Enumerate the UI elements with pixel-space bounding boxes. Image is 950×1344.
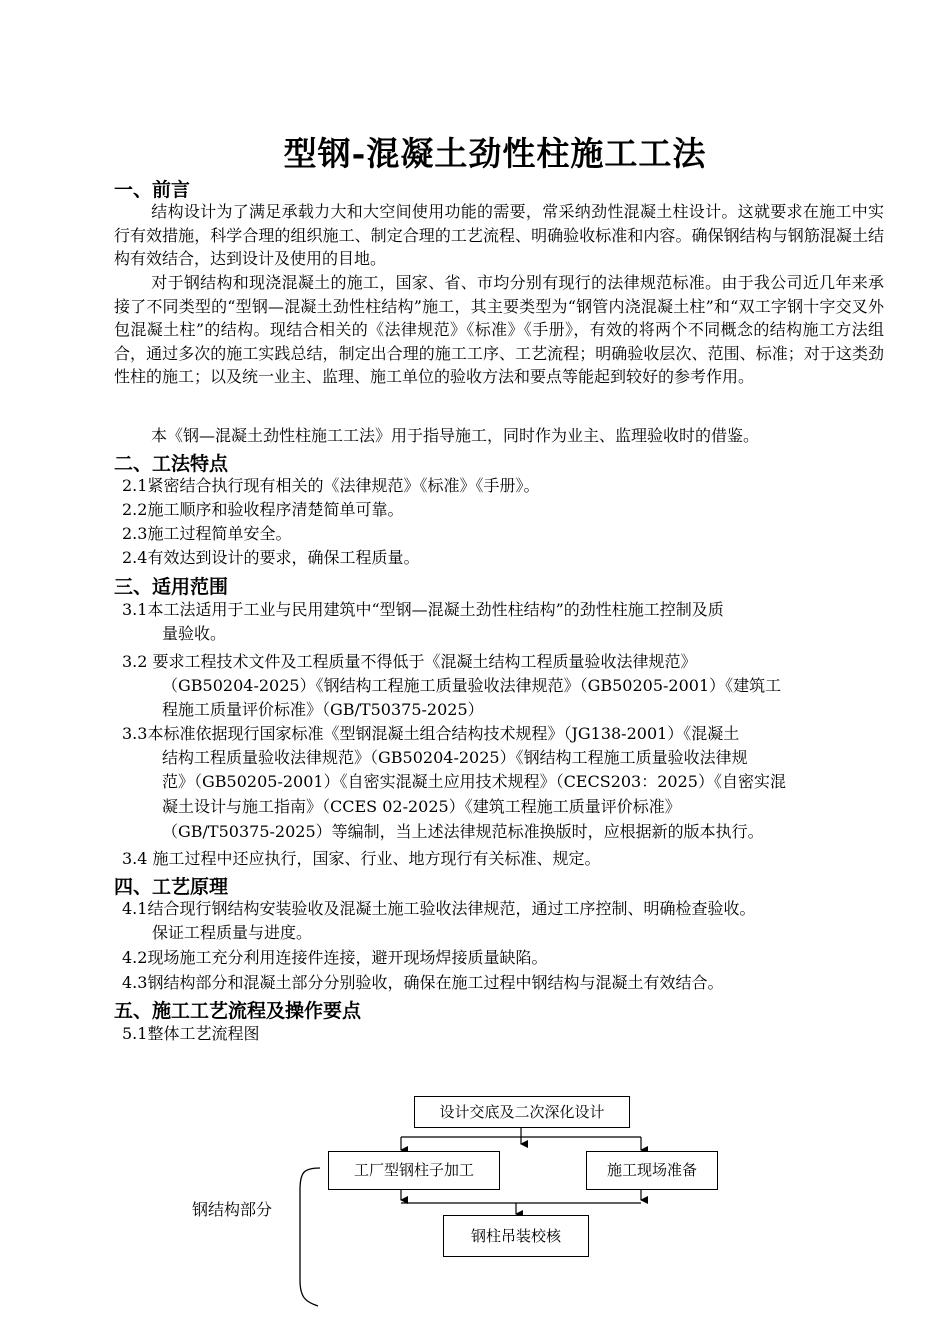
list-item-2-4: 2.4有效达到设计的要求，确保工程质量。 xyxy=(122,548,420,567)
list-item-5-1: 5.1整体工艺流程图 xyxy=(122,1024,260,1043)
list-item-4-2: 4.2现场施工充分利用连接件连接，避开现场焊接质量缺陷。 xyxy=(122,948,548,967)
list-item-3-2-line-2: （GB50204-2025）《钢结构工程施工质量验收法律规范》（GB50205-2001）《建筑工 xyxy=(162,676,782,695)
list-item-3-3-line-5: （GB/T50375-2025）等编制，当上述法律规范标准换版时，应根据新的版本执行。 xyxy=(162,822,764,841)
flow-box-design-briefing: 设计交底及二次深化设计 xyxy=(414,1096,630,1128)
list-item-2-2: 2.2施工顺序和验收程序清楚简单可靠。 xyxy=(122,500,404,519)
list-item-4-1-line-1: 4.1结合现行钢结构安装验收及混凝土施工验收法律规范，通过工序控制、明确检查验收。 xyxy=(122,899,756,918)
list-item-3-2-line-3: 程施工质量评价标准》（GB/T50375-2025） xyxy=(162,700,484,719)
section-heading-5: 五、施工工艺流程及操作要点 xyxy=(114,1000,362,1022)
list-item-4-3: 4.3钢结构部分和混凝土部分分别验收，确保在施工过程中钢结构与混凝土有效结合。 xyxy=(122,973,724,992)
paragraph-3-text: 本《钢—混凝土劲性柱施工工法》用于指导施工，同时作为业主、监理验收时的借鉴。 xyxy=(151,426,760,445)
flow-box-steel-column-hoisting-check: 钢柱吊装校核 xyxy=(443,1215,589,1257)
list-item-2-3: 2.3施工过程简单安全。 xyxy=(122,524,292,543)
list-item-4-1-line-2: 保证工程质量与进度。 xyxy=(152,923,313,942)
section-heading-2: 二、工法特点 xyxy=(114,453,229,475)
list-item-3-1-line-1: 3.1本工法适用于工业与民用建筑中“型钢—混凝土劲性柱结构”的劲性柱施工控制及质 xyxy=(122,600,724,619)
paragraph-2-text: 对于钢结构和现浇混凝土的施工，国家、省、市均分别有现行的法律规范标准。由于我公司近几年来承接了不同类型的“型钢—混凝土劲性柱结构”施工，其主要类型为“钢管内浇混凝土柱”和“双工字钢十字交叉外包混凝土柱”的结构。现结合相关的《法律规范》《标准》《手册》，有效的将两个不同概念的结构施工方法组合，通过多次的施工实践总结，制定出合理的施工工序、工艺流程；明确验收层次、范围、标准；对于这类劲性柱的施工；以及统一业主、监理、施工单位的验收方法和要点等能起到较好的参考作用。 xyxy=(114,273,884,387)
list-item-3-3-line-3: 范》（GB50205-2001）《自密实混凝土应用技术规程》（CECS203：2025）《自密实混 xyxy=(162,772,786,791)
list-item-3-1-line-2: 量验收。 xyxy=(162,624,227,643)
flow-group-label-steel-structure: 钢结构部分 xyxy=(192,1200,273,1219)
flow-box-factory-steel-column-fabrication: 工厂型钢柱子加工 xyxy=(328,1151,500,1190)
list-item-3-2-line-1: 3.2 要求工程技术文件及工程质量不得低于《混凝土结构工程质量验收法律规范》 xyxy=(122,652,697,671)
section-heading-3: 三、适用范围 xyxy=(114,576,229,598)
document-title: 型钢-混凝土劲性柱施工工法 xyxy=(283,134,707,173)
paragraph-1-text: 结构设计为了满足承载力大和大空间使用功能的需要，常采纳劲性混凝土柱设计。这就要求在施工中实行有效措施，科学合理的组织施工、制定合理的工艺流程、明确验收标准和内容。确保钢结构与钢筋混凝土结构有效结合，达到设计及使用的目地。 xyxy=(114,202,884,269)
list-item-3-3-line-2: 结构工程质量验收法律规范》（GB50204-2025）《钢结构工程施工质量验收法律规 xyxy=(162,748,748,767)
section-heading-1: 一、前言 xyxy=(114,179,191,201)
flow-box-site-preparation: 施工现场准备 xyxy=(586,1151,718,1190)
list-item-2-1: 2.1紧密结合执行现有相关的《法律规范》《标准》《手册》。 xyxy=(122,476,540,495)
section-heading-4: 四、工艺原理 xyxy=(114,876,229,898)
list-item-3-4: 3.4 施工过程中还应执行，国家、行业、地方现行有关标准、规定。 xyxy=(122,849,601,868)
list-item-3-3-line-1: 3.3本标准依据现行国家标准《型钢混凝土组合结构技术规程》（JG138-2001）《混凝土 xyxy=(122,724,740,743)
list-item-3-3-line-4: 凝土设计与施工指南》（CCES 02-2025）《建筑工程施工质量评价标准》 xyxy=(162,797,681,816)
group-brace xyxy=(300,1168,320,1306)
